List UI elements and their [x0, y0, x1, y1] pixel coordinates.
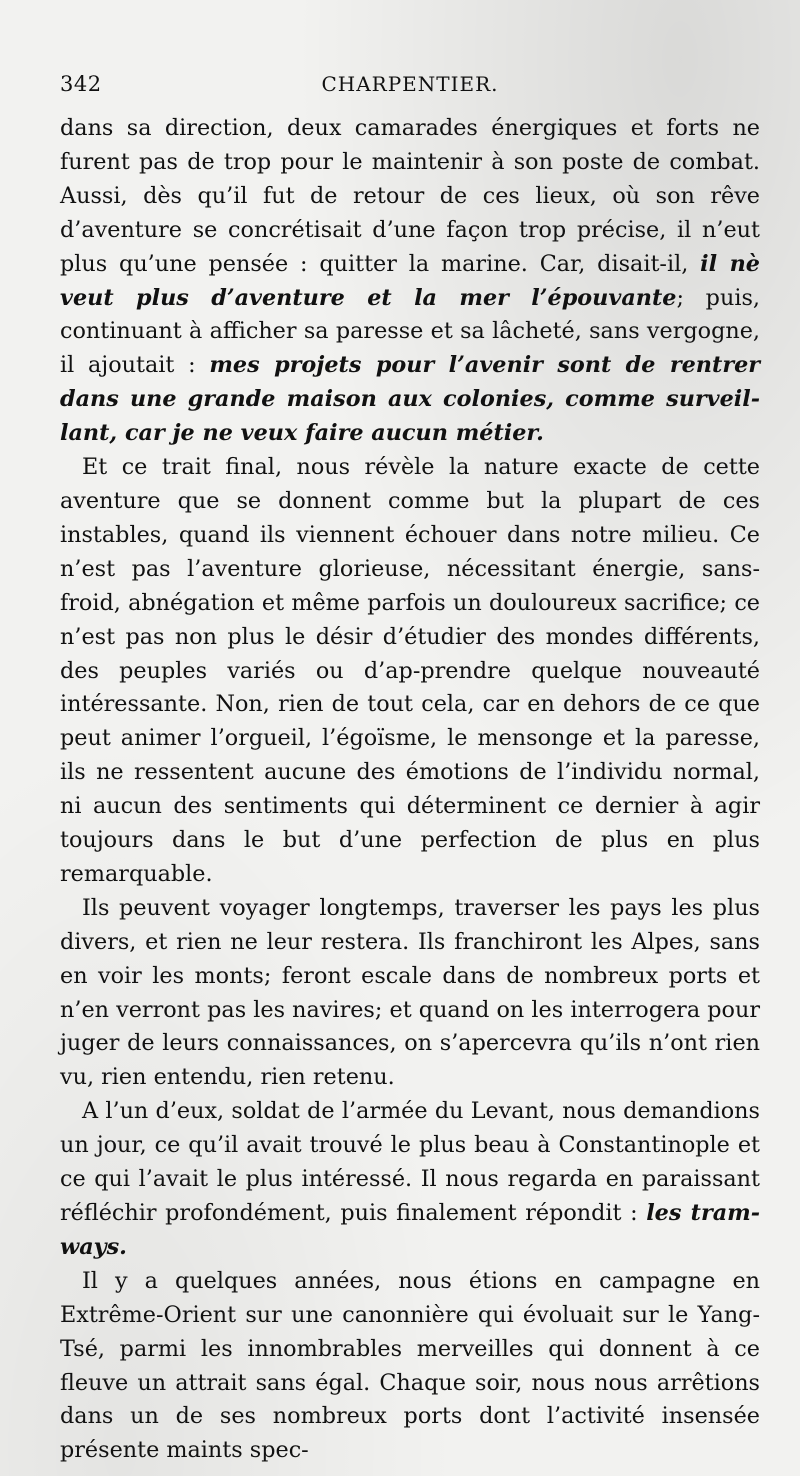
- paragraph-4: [60, 1095, 760, 1265]
- paragraph-2: [60, 451, 760, 892]
- text-segment: A l’un d’eux, soldat de l’armée du Levant, nous demandions un jour, ce qu’il avait trouvé le plus beau à Constantinople et ce qui l’avait le plus intéressé. Il nous regarda en paraissant réfléchir profondément, puis finalement répondit :: [60, 1098, 760, 1226]
- paragraph-1: [60, 112, 760, 451]
- text-segment: Il y a quelques années, nous étions en campagne en Extrême-Orient sur une canonnière qui évoluait sur le Yang-Tsé, parmi les innombrables merveilles qui donnent à ce fleuve un attrait sans égal. Chaque soir, nous nous arrêtions dans un de ses nombreux ports dont l’activité insensée présente maints spec-: [60, 1267, 760, 1464]
- running-head: CHARPENTIER.: [321, 72, 499, 96]
- text-segment: Et ce trait final, nous révèle la nature exacte de cette aventure que se donnent comme but la plupart de ces instables, quand ils viennent échouer dans notre milieu. Ce n’est pas l’aventure glorieuse, nécessitant énergie, sans-froid, abnégation et même parfois un douloureux sacrifice; ce n’est pas non plus le désir d’étudier des mondes différents, des peuples variés ou d’ap-prendre quelque nouveauté intéressante. Non, rien de tout cela, car en dehors de ce que peut animer l’orgueil, l’égoïsme, le mensonge et la paresse, ils ne ressentent aucune des émotions de l’individu normal, ni aucun des sentiments qui déterminent ce dernier à agir toujours dans le but d’une perfection de plus en plus remarquable.: [60, 454, 760, 887]
- body-text: [60, 112, 760, 1468]
- italic-quote: mes projets pour l’avenir sont de rentrer dans une grande maison aux colonies, comme surveil-lant, car je ne veux faire aucun métier.: [60, 352, 760, 447]
- italic-quote: il nè veut plus d’aventure et la mer l’épouvante: [60, 250, 760, 311]
- paragraph-3: [60, 892, 760, 1095]
- text-segment: ; puis, continuant à afficher sa paresse et sa lâcheté, sans vergogne, il ajoutait :: [60, 284, 760, 379]
- paragraph-5: [60, 1265, 760, 1468]
- page-header: [60, 72, 760, 102]
- page-number: 342: [60, 72, 102, 96]
- text-segment: Ils peuvent voyager longtemps, traverser les pays les plus divers, et rien ne leur restera. Ils franchiront les Alpes, sans en voir les monts; feront escale dans de nombreux ports et n’en verront pas les navires; et quand on les interrogera pour juger de leurs connaissances, on s’apercevra qu’ils n’ont rien vu, rien entendu, rien retenu.: [60, 894, 760, 1091]
- italic-quote: les tram-ways.: [60, 1200, 760, 1260]
- text-segment: dans sa direction, deux camarades énergiques et forts ne furent pas de trop pour le maintenir à son poste de combat. Aussi, dès qu’il fut de retour de ces lieux, où son rêve d’aventure se concrétisait d’une façon trop précise, il n’eut plus qu’une pensée : quitter la marine. Car, disait-il,: [60, 115, 760, 277]
